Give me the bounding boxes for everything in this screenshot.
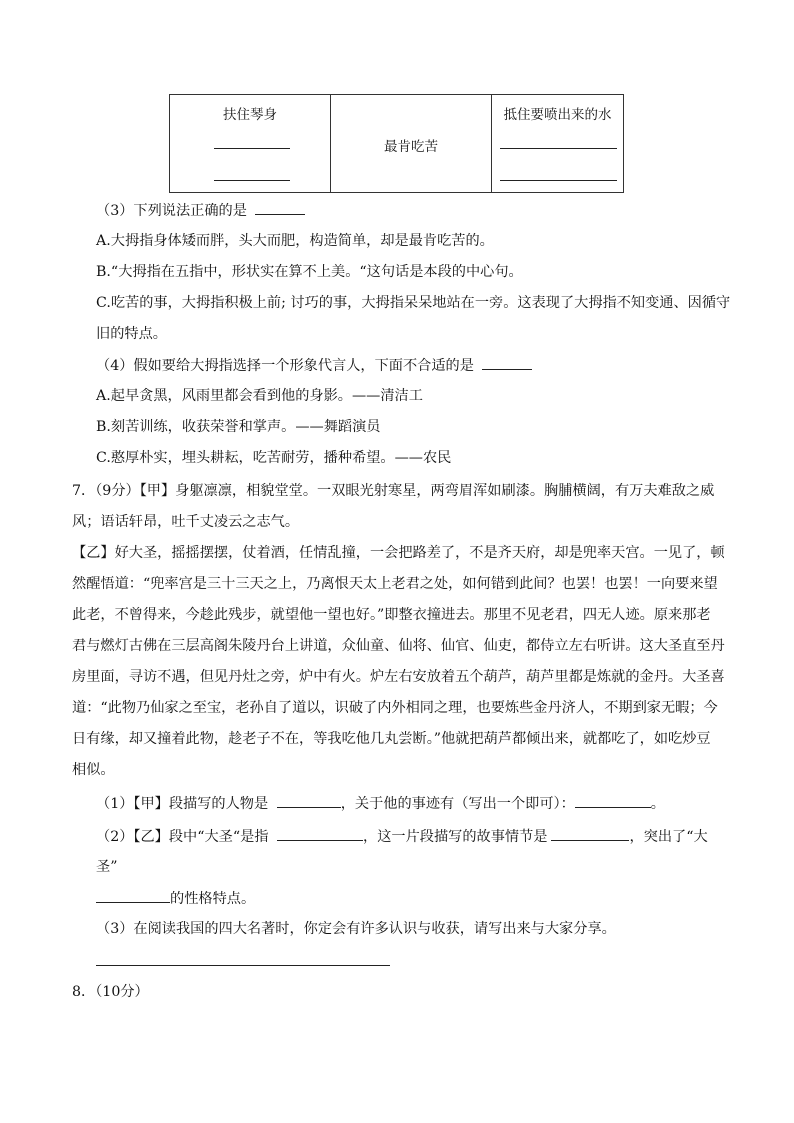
q8-label: 8．（10分）	[72, 984, 149, 1000]
q7-sub1-blank-2[interactable]	[575, 793, 651, 808]
q7-yi-line-7: 日有缘，却又撞着此物，趁老子不在，等我吃他几丸尝断。”他就把葫芦都倾出来，就都吃了，如吃炒豆	[72, 731, 711, 747]
q7-yi-line-2: 然醒悟道：“兜率宫是三十三天之上，乃离恨天太上老君之处，如何错到此间？也罢！也罢！一向要来望	[72, 576, 718, 592]
q3-option-b: B.“大拇指在五指中，形状实在算不上美。“这句话是本段的中心句。	[96, 264, 523, 280]
q7-sub3-answer-line[interactable]	[96, 965, 390, 966]
q3-option-c: C.吃苦的事，大拇指积极上前; 讨巧的事，大拇指呆呆地站在一旁。这表现了大拇指不知变通、因循守	[96, 295, 731, 311]
cell-1-blank-2[interactable]	[214, 180, 290, 181]
table-cell-2	[331, 95, 492, 193]
q7-sub2-cont: 圣”	[96, 859, 118, 875]
cell-2-title: 最肯吃苦	[384, 139, 438, 155]
q7-sub1-line	[96, 793, 665, 814]
q3-stem-line	[96, 200, 305, 221]
q7-sub2-line	[96, 826, 708, 847]
q4-option-b: B.刻苦训练，收获荣誉和掌声。——舞蹈演员	[96, 419, 381, 435]
q4-option-c: C.憨厚朴实，埋头耕耘，吃苦耐劳，播种希望。——农民	[96, 450, 452, 466]
cell-3-blank-2[interactable]	[500, 180, 617, 181]
q7-yi-line-8: 相似。	[72, 762, 115, 778]
table-cell-3	[492, 95, 624, 193]
q7-jia-line-1: 7．（9分）【甲】身躯凛凛，相貌堂堂。一双眼光射寒星，两弯眉浑如刷漆。胸脯横阔，有万夫难敌之威	[72, 483, 715, 499]
q3-option-a: A.大拇指身体矮而胖，头大而肥，构造简单，却是最肯吃苦的。	[96, 233, 494, 249]
q7-sub1-end: 。	[650, 796, 665, 812]
cell-3-blank-1[interactable]	[500, 148, 617, 149]
q7-sub2-end: 的性格特点。	[170, 891, 256, 907]
q7-jia-line-2: 风；语话轩昂，吐千丈凌云之志气。	[72, 514, 300, 530]
q7-sub1-blank-1[interactable]	[277, 793, 341, 808]
q4-option-a: A.起早贪黑，风雨里都会看到他的身影。——清洁工	[96, 388, 423, 404]
cell-1-title: 扶住琴身	[223, 107, 277, 123]
q4-stem: （4）假如要给大拇指选择一个形象代言人，下面不合适的是	[96, 358, 474, 374]
q3-option-c-cont: 旧的特点。	[96, 326, 167, 342]
q7-yi-line-4: 君与燃灯古佛在三层高阁朱陵丹台上讲道，众仙童、仙将、仙官、仙吏，都侍立左右听讲。这大圣直至丹	[72, 638, 725, 654]
cell-1-blank-1[interactable]	[214, 148, 290, 149]
q7-sub1-middle: ，关于他的事迹有（写出一个即可）：	[340, 796, 575, 812]
q7-sub2-line-3	[96, 888, 255, 909]
q7-yi-line-6: 道：“此物乃仙家之至宝，老孙自了道以，识破了内外相同之理，也要炼些金丹济人，不期到家无暇；今	[72, 700, 718, 716]
q7-sub1-prefix: （1）【甲】段描写的人物是	[96, 796, 269, 812]
q7-yi-line-3: 此老，不曾得来，今趁此残步，就望他一望也好。”即整衣撞进去。那里不见老君，四无人迹。原来那老	[72, 607, 711, 623]
q7-sub2-blank-2[interactable]	[551, 826, 629, 841]
q7-sub2-blank-3[interactable]	[96, 888, 170, 903]
q3-stem: （3）下列说法正确的是	[96, 203, 247, 219]
q3-answer-blank[interactable]	[255, 200, 305, 215]
q7-sub2-tail: ，突出了“大	[629, 829, 708, 845]
q7-yi-line-5: 房里面，寻访不遇，但见丹灶之旁，炉中有火。炉左右安放着五个葫芦，葫芦里都是炼就的金丹。大圣喜	[72, 669, 725, 685]
q7-sub2-prefix: （2）【乙】段中“大圣“是指	[96, 829, 269, 845]
table-cell-1	[170, 95, 331, 193]
q7-sub3: （3）在阅读我国的四大名著时，你定会有许多认识与收获，请写出来与大家分享。	[96, 921, 616, 937]
answer-table	[169, 94, 624, 193]
q7-sub2-middle: ，这一片段描写的故事情节是	[363, 829, 548, 845]
q7-yi-line-1: 【乙】好大圣，摇摇摆摆，仗着酒，任情乱撞，一会把路差了，不是齐天府，却是兜率天宫。一见了，顿	[72, 545, 725, 561]
q7-sub2-blank-1[interactable]	[277, 826, 363, 841]
cell-3-title: 抵住要喷出来的水	[503, 107, 612, 123]
q4-answer-blank[interactable]	[482, 355, 532, 370]
q4-stem-line	[96, 355, 532, 376]
